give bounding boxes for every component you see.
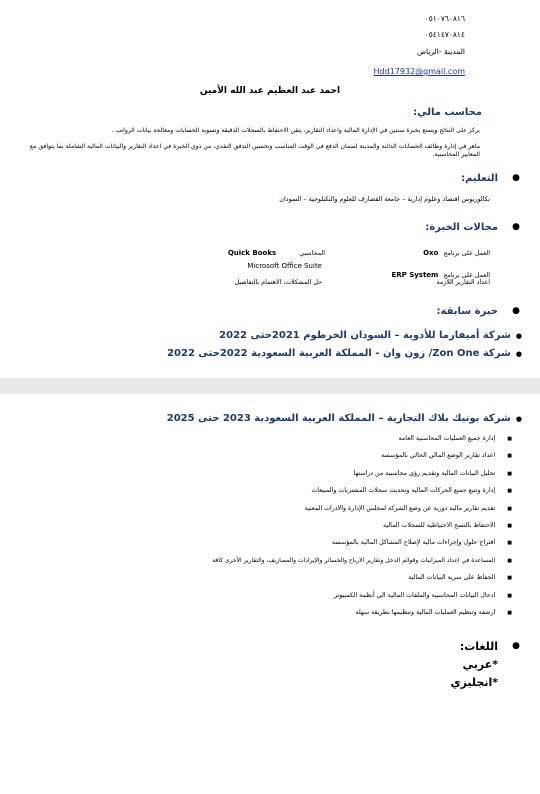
bullet-dot: ● <box>512 306 520 316</box>
skill-software: Microsoft Office Suite <box>247 262 322 270</box>
task-item: ■تحليل البيانات المالية وتقديم رؤى محاسبية من دراستها <box>353 470 512 477</box>
skill-label: العمل على برنامج <box>443 250 490 257</box>
job-line: شركة أميفارما للأدوية – السودان الخرطوم 2021حتى 2022 <box>219 330 511 341</box>
skills-heading: مجالات الخبرة: <box>425 222 498 233</box>
email-link[interactable]: Hdd17932@gmail.com <box>373 67 465 76</box>
job-item: ● شركة بوتيك بلاك التجارية – المملكة العربية السعودية 2023 حتى 2025 <box>166 413 522 424</box>
cv-page-2 <box>0 394 540 794</box>
phone-1: ٠٥١٠٧٦٠٨١٦ <box>424 14 465 23</box>
bullet-dot: ● <box>512 222 520 232</box>
language-item: *عربي <box>462 658 498 671</box>
task-item: ■تقديم تقارير مالية دورية عن وضع الشركة لمجلس الإدارة والادرات المعنية <box>304 505 512 512</box>
job-item: ● شركة Zon One/ زون وان - المملكة العربية السعودية 2022حتى 2022 <box>167 348 522 359</box>
skill-label: اعداد التقارير اللازمة <box>436 279 490 286</box>
skill-label: المحاسبي <box>299 250 325 257</box>
languages-heading: اللغات: <box>459 640 498 653</box>
task-item: ■المساعدة في اعداد الميزانيات وقوائم الدخل وتقارير الارباح والخسائر والإيرادات والمصاريف، والتقارير الأخرى كافة <box>212 557 512 564</box>
job-item: ● شركة أميفارما للأدوية – السودان الخرطوم 2021حتى 2022 <box>219 330 522 341</box>
task-item: ■إدارة جميع العمليات المحاسبية العامة <box>398 435 512 442</box>
language-item: *انجليزي <box>450 676 498 689</box>
task-item: ■اقتراح حلول وإجراءات مالية لإصلاح المشاكل المالية بالمؤسسة <box>331 539 512 546</box>
skill-row <box>228 240 325 259</box>
bullet-dot: ● <box>512 641 520 651</box>
task-item: ■ادخال البيانات المحاسبية والملفات المالية الى أنظمة الكمبيوتر <box>334 592 512 599</box>
experience-heading: خبرة سابقة: <box>436 306 498 317</box>
bullet-dot: ● <box>512 173 520 183</box>
task-item: ■الحفاظ على سرية البيانات المالية <box>408 574 512 581</box>
skill-label: حل المشكلات، الاهتمام بالتفاصيل <box>234 279 322 286</box>
education-text: بكالوريوس اقتصاد وعلوم إدارية – جامعة القضارف للعلوم والتكنلوجية – السودان <box>279 195 490 203</box>
job-title: محاسب مالي: <box>413 107 482 118</box>
skill-software: Oxo <box>423 249 439 257</box>
cv-page-1 <box>0 0 540 378</box>
job-line: شركة Zon One/ زون وان - المملكة العربية السعودية 2022حتى 2022 <box>167 348 511 359</box>
task-item: ■ارشفة وتنظيم العمليات المالية وتنظيمها بطريقة سهلة <box>355 609 512 616</box>
skill-row <box>423 240 490 259</box>
phone-2: ٠٥٤١٤٧٠٨١٤ <box>424 30 465 39</box>
task-item: ■اعداد تقارير الوضع المالي الحالي بالمؤسسة <box>381 452 512 459</box>
summary-line-1: يركز على النتائج ويتمتع بخبرة سنتين في الإدارة المالية واعداد التقارير، يتقن الاحتفاظ بالسجلات الدقيقة وتسوية الحسابات ومعالجة بيانات الرواتب . <box>111 127 480 134</box>
task-item: ■الاحتفاظ بالنسخ الاحتياطية للسجلات المالية <box>382 522 512 529</box>
city: المدينة -الرياض <box>416 47 465 56</box>
skill-label: العمل على برنامج <box>443 272 490 279</box>
task-item: ■إدارة وتتبع جميع الحركات المالية وتحديث سجلات المشتريات والمبيعات <box>311 487 512 494</box>
education-heading: التعليم: <box>461 173 498 184</box>
skill-software: ERP System <box>391 271 439 279</box>
skill-software: Quick Books <box>227 249 277 257</box>
summary-line-2: ماهر في إدارة وظائف الحسابات الدائنة والمدينة لضمان الدفع في الوقت المناسب وتحسين التدفق النقدي، من ذوي الخبرة في اعداد التقارير والبيانات المالية الشاملة بما يتوافق مع المعايير المحاسبية. <box>29 143 480 158</box>
full-name: احمد عبد العظيم عبد الله الأمين <box>199 86 341 96</box>
job-line: شركة بوتيك بلاك التجارية – المملكة العربية السعودية 2023 حتى 2025 <box>166 413 511 424</box>
